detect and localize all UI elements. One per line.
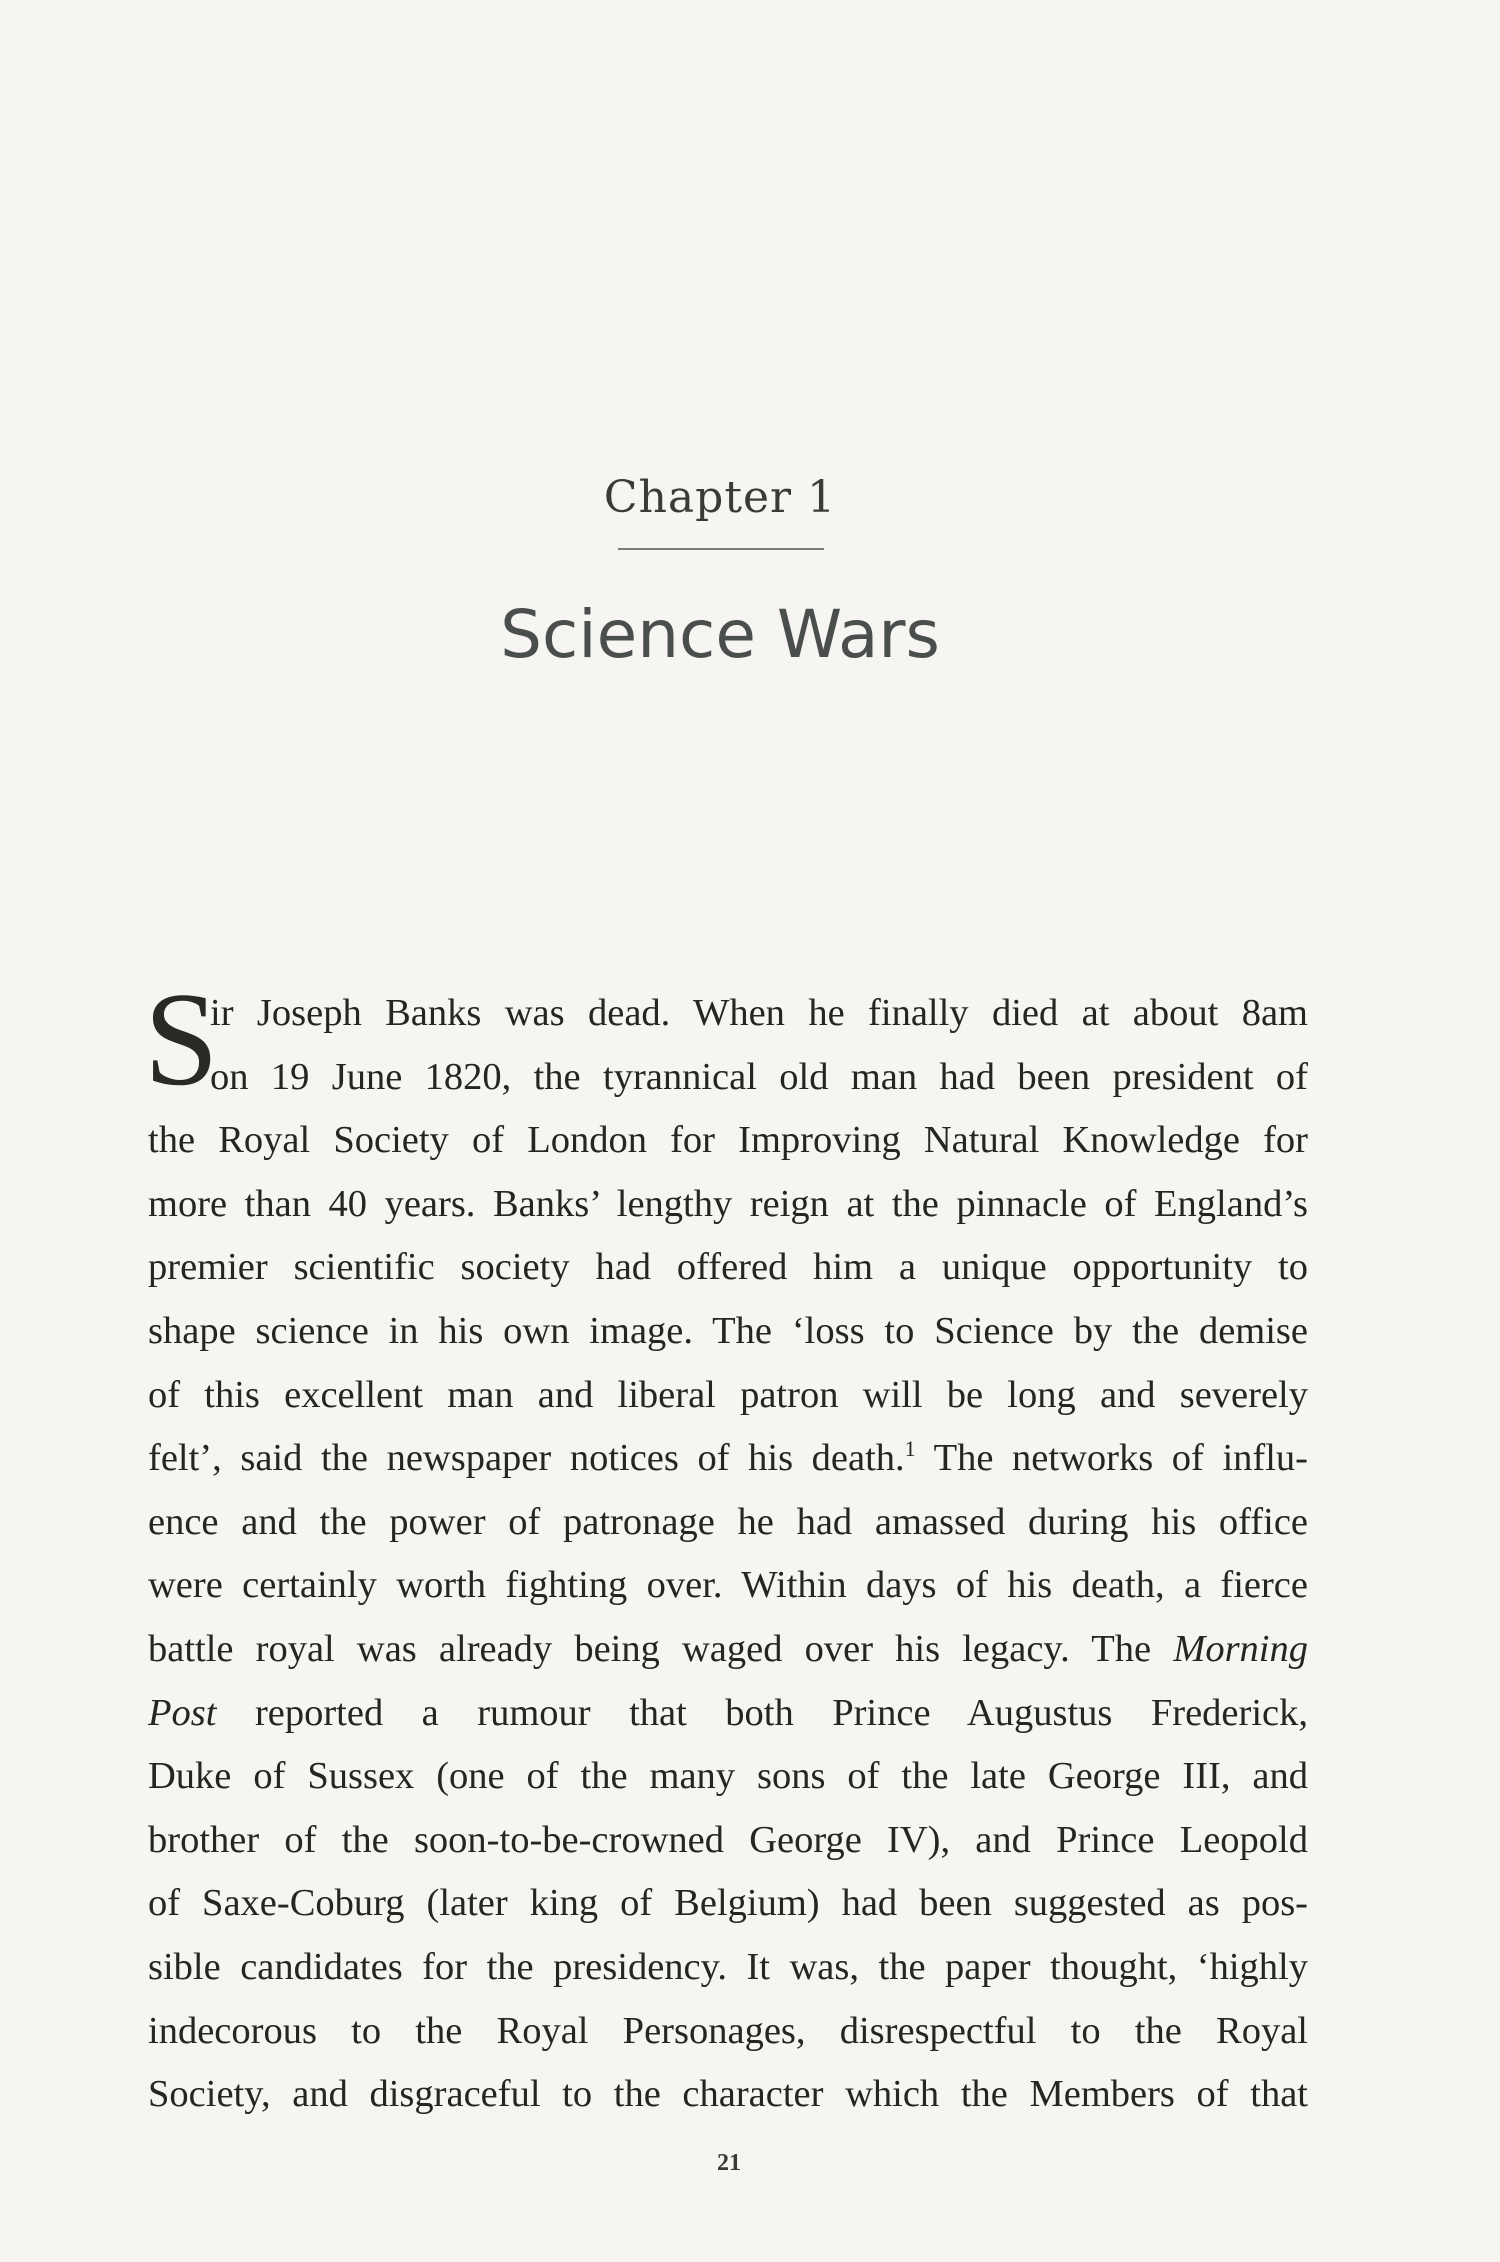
text-line: of Saxe-Coburg (later king of Belgium) had been suggested as pos- xyxy=(148,1882,1308,1925)
text-line: Duke of Sussex (one of the many sons of the late George III, and xyxy=(148,1755,1308,1798)
text-line: Society, and disgraceful to the character which the Members of that xyxy=(148,2073,1308,2116)
chapter-title: Science Wars xyxy=(500,596,940,673)
text-line-part: The networks of influ- xyxy=(915,1437,1308,1480)
text-line: premier scientific society had offered him a unique opportunity to xyxy=(148,1246,1308,1289)
chapter-label: Chapter 1 xyxy=(603,472,837,523)
italic-title: Morning xyxy=(1173,1627,1308,1670)
text-line: ir Joseph Banks was dead. When he finally died at about 8am xyxy=(210,992,1308,1034)
text-line: sible candidates for the presidency. It was, the paper thought, ‘highly xyxy=(148,1945,1308,1988)
text-line: on 19 June 1820, the tyrannical old man had been president of xyxy=(210,1055,1308,1098)
text-line xyxy=(148,1618,1308,1682)
footnote-reference[interactable]: 1 xyxy=(904,1436,916,1462)
text-line-part: battle royal was already being waged over his legacy. The xyxy=(148,1627,1152,1670)
text-line: shape science in his own image. The ‘loss to Science by the demise xyxy=(148,1309,1308,1352)
drop-cap-letter: S xyxy=(144,965,219,1113)
text-line xyxy=(148,1682,1308,1746)
text-line: the Royal Society of London for Improving Natural Knowledge for xyxy=(148,1119,1308,1162)
text-line-part: felt’, said the newspaper notices of his death. xyxy=(148,1437,905,1480)
text-line: of this excellent man and liberal patron will be long and severely xyxy=(148,1373,1308,1416)
body-paragraph xyxy=(148,982,1308,2127)
text-line-part: reported a rumour that both Prince Augustus Frederick, xyxy=(254,1691,1308,1734)
text-line: indecorous to the Royal Personages, disrespectful to the Royal xyxy=(148,2009,1308,2052)
text-line: were certainly worth fighting over. Within days of his death, a fierce xyxy=(148,1564,1308,1607)
italic-title: Post xyxy=(148,1691,217,1734)
text-line: brother of the soon-to-be-crowned George IV), and Prince Leopold xyxy=(148,1818,1308,1861)
text-line: more than 40 years. Banks’ lengthy reign at the pinnacle of England’s xyxy=(148,1182,1308,1225)
page-number: 21 xyxy=(717,2150,741,2176)
text-line xyxy=(148,1427,1308,1491)
chapter-rule-divider xyxy=(618,548,824,550)
text-line: ence and the power of patronage he had amassed during his office xyxy=(148,1500,1308,1543)
